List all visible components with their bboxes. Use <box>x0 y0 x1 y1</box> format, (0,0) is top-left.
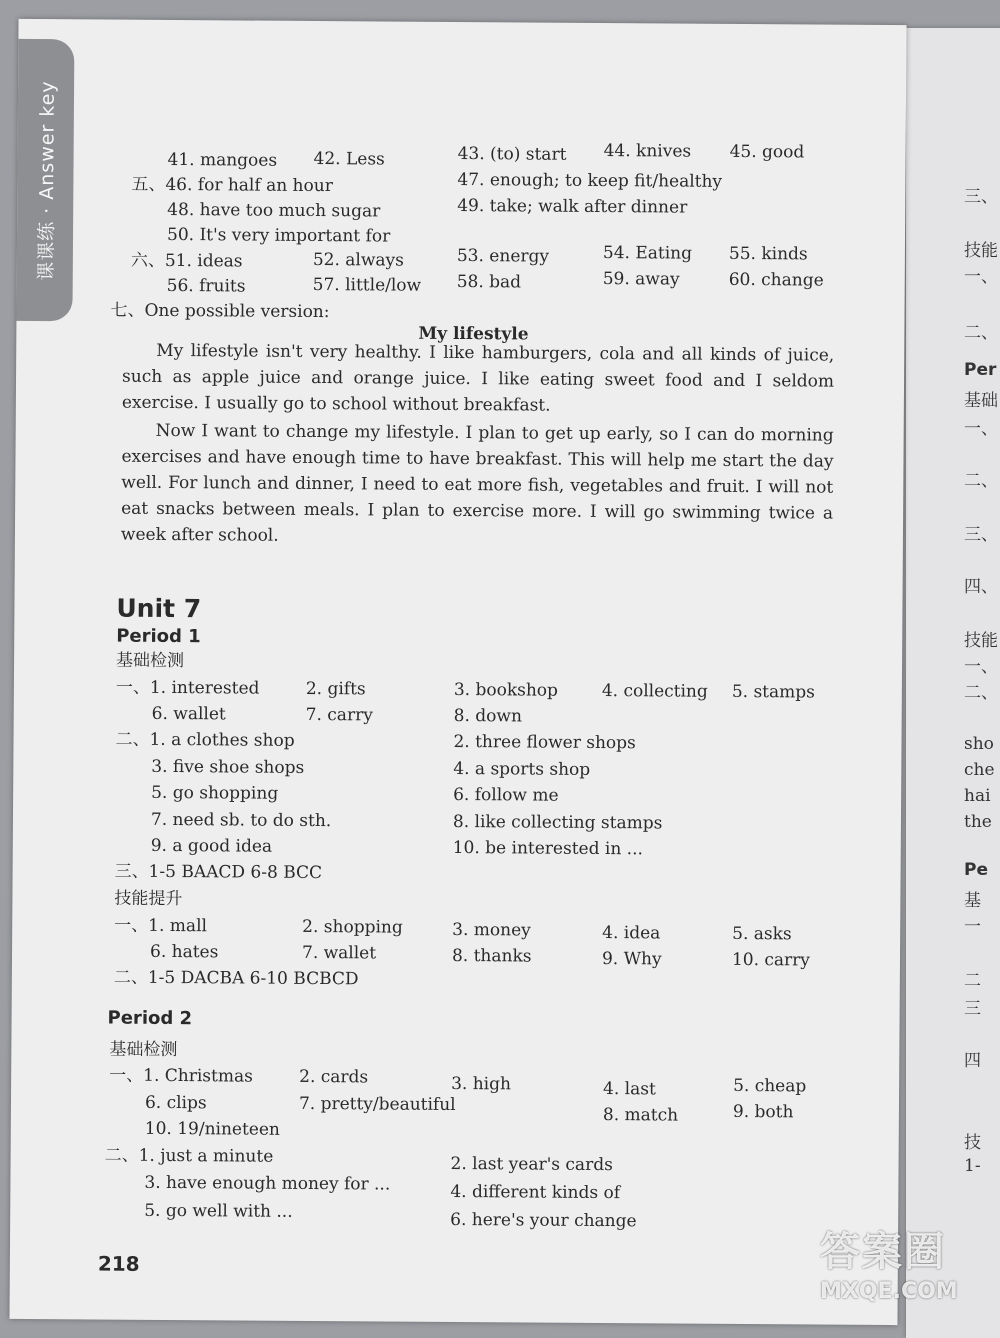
answer-line: 54. Eating <box>602 243 693 264</box>
answer-line: 4. last <box>603 1079 656 1100</box>
next-page-fragment: Pe <box>964 860 988 880</box>
next-page-fragment: hai <box>964 786 991 806</box>
answer-line: 59. away <box>602 269 680 290</box>
next-page-fragment: 基础 <box>964 391 998 411</box>
answer-line: 5. asks <box>732 923 792 945</box>
answer-line: 4. idea <box>602 923 661 944</box>
answer-line: 6. here's your change <box>450 1209 637 1232</box>
answer-line: 5. stamps <box>731 681 815 703</box>
essay-paragraph: My lifestyle isn't very healthy. I like hamburgers, cola and all kinds of juice, such as apple juice and orange juice. I like eating sweet food and I seldom exercise. I usually go to school without breakfast. <box>121 340 835 416</box>
next-page-fragment: 二、 <box>964 471 998 491</box>
answer-line: 10. be interested in ... <box>452 837 643 860</box>
section-label: 技能提升 <box>114 888 183 910</box>
period-heading: Period 2 <box>107 1007 193 1030</box>
answer-line: 48. have too much sugar <box>167 199 381 222</box>
answer-line: 3. have enough money for ... <box>144 1172 391 1195</box>
answer-line: 42. Less <box>313 148 385 170</box>
answer-line: 2. three flower shops <box>453 731 636 754</box>
answer-line: 9. both <box>732 1101 794 1123</box>
answer-line: 二、1-5 DACBA 6-10 BCBCD <box>113 967 359 990</box>
answer-line: 2. shopping <box>302 916 403 938</box>
next-page-fragment: che <box>964 760 995 780</box>
section-label: 基础检测 <box>116 650 185 672</box>
period-heading: Period 1 <box>116 625 201 648</box>
next-page-fragment: sho <box>964 734 994 754</box>
answer-line: 7. pretty/beautiful <box>298 1093 456 1115</box>
next-page-fragment: the <box>964 812 992 832</box>
next-page-fragment: 二、 <box>964 323 998 343</box>
answer-line: 10. carry <box>731 949 811 971</box>
answer-line: 七、One possible version: <box>110 300 330 323</box>
answer-line: 2. cards <box>299 1066 369 1088</box>
answer-line: 六、51. ideas <box>130 250 243 272</box>
next-page-fragment: 二、 <box>964 683 998 703</box>
answer-line: 6. wallet <box>151 703 226 725</box>
answer-line: 二、1. just a minute <box>104 1145 274 1167</box>
answer-line: 3. money <box>452 919 531 941</box>
answer-line: 一、1. mall <box>114 915 208 937</box>
next-page-fragment: 三、 <box>964 187 998 207</box>
answer-line: 6. hates <box>149 941 219 963</box>
answer-line: 57. little/low <box>312 274 422 296</box>
answer-line: 5. go well with ... <box>144 1200 293 1222</box>
answer-line: 9. a good idea <box>150 835 273 857</box>
answer-line: 56. fruits <box>166 275 246 297</box>
answer-line: 47. enough; to keep fit/healthy <box>457 169 723 192</box>
answer-line: 2. gifts <box>305 678 366 700</box>
answer-line: 55. kinds <box>728 243 808 265</box>
watermark-line2: MXQE.COM <box>820 1279 958 1304</box>
answer-line: 二、1. a clothes shop <box>115 729 295 751</box>
answer-line: 50. It's very important for <box>166 224 391 247</box>
essay-title: My lifestyle <box>418 323 529 345</box>
answer-line: 5. cheap <box>733 1075 807 1097</box>
answer-line: 五、46. for half an hour <box>131 174 333 197</box>
answer-line: 4. different kinds of <box>450 1181 621 1204</box>
next-page-fragment: 技 <box>964 1133 981 1153</box>
side-tab <box>16 39 74 321</box>
answer-line: 8. thanks <box>451 945 532 967</box>
next-page-fragment: 技能 <box>964 631 998 651</box>
answer-line: 7. wallet <box>301 942 377 964</box>
answer-line: 7. need sb. to do sth. <box>150 809 332 832</box>
answer-line: 52. always <box>312 249 404 271</box>
section-label: 基础检测 <box>109 1039 178 1061</box>
answer-line: 60. change <box>728 269 824 291</box>
next-page-fragment: 二 <box>964 971 981 991</box>
answer-line: 9. Why <box>601 949 662 970</box>
next-page-fragment: 一、 <box>964 419 998 439</box>
next-page-fragment: 1- <box>964 1156 981 1176</box>
answer-line: 45. good <box>729 141 805 163</box>
watermark-line1: 答案圈 <box>820 1229 946 1275</box>
next-page-edge <box>906 28 1000 1338</box>
answer-key-page <box>9 19 906 1325</box>
answer-line: 3. high <box>451 1073 512 1095</box>
answer-line: 7. carry <box>305 704 373 726</box>
answer-line: 三、1-5 BAACD 6-8 BCC <box>114 861 323 884</box>
answer-line: 4. collecting <box>601 681 708 702</box>
watermark-logo <box>820 1220 992 1320</box>
answer-line: 6. follow me <box>453 784 559 806</box>
next-page-fragment: 四、 <box>964 577 998 597</box>
side-tab-label: 课课练 · Answer key <box>35 79 59 281</box>
answer-line: 8. like collecting stamps <box>452 811 663 834</box>
answer-line: 10. 19/nineteen <box>144 1118 280 1140</box>
answer-line: 58. bad <box>456 271 522 293</box>
answer-line: 49. take; walk after dinner <box>457 195 688 218</box>
next-page-fragment: 一、 <box>964 657 998 677</box>
next-page-fragment: 三 <box>964 999 981 1019</box>
page-number: 218 <box>97 1251 140 1276</box>
next-page-fragment: 技能 <box>964 241 998 261</box>
essay-paragraph: Now I want to change my lifestyle. I plan to get up early, so I can do morning exercises and have enough time to have breakfast. This will help me start the day well. For lunch and dinner, I need to eat more fish, vegetables and fruit. I will not eat snacks between meals. I plan to exercise more. I will go swimming twice a week after school. <box>120 420 834 546</box>
answer-line: 一、1. Christmas <box>109 1065 253 1087</box>
next-page-fragment: Per <box>964 360 997 380</box>
answer-line: 41. mangoes <box>167 149 278 171</box>
answer-line: 4. a sports shop <box>453 758 591 780</box>
answer-line: 8. down <box>453 705 523 727</box>
answer-line: 8. match <box>602 1105 679 1126</box>
next-page-fragment: 基 <box>964 891 981 911</box>
answer-line: 43. (to) start <box>457 143 567 165</box>
answer-line: 5. go shopping <box>151 782 279 804</box>
next-page-fragment: 四 <box>964 1051 981 1071</box>
answer-line: 3. bookshop <box>453 679 559 701</box>
answer-line: 44. knives <box>603 141 692 162</box>
answer-line: 2. last year's cards <box>450 1153 613 1176</box>
answer-line: 53. energy <box>456 245 550 267</box>
next-page-fragment: 一 <box>964 917 981 937</box>
answer-line: 一、1. interested <box>115 677 260 699</box>
next-page-fragment: 一、 <box>964 267 998 287</box>
next-page-fragment: 三、 <box>964 525 998 545</box>
unit-heading: Unit 7 <box>116 593 202 624</box>
answer-line: 3. five shoe shops <box>151 756 305 778</box>
answer-line: 6. clips <box>144 1092 207 1114</box>
